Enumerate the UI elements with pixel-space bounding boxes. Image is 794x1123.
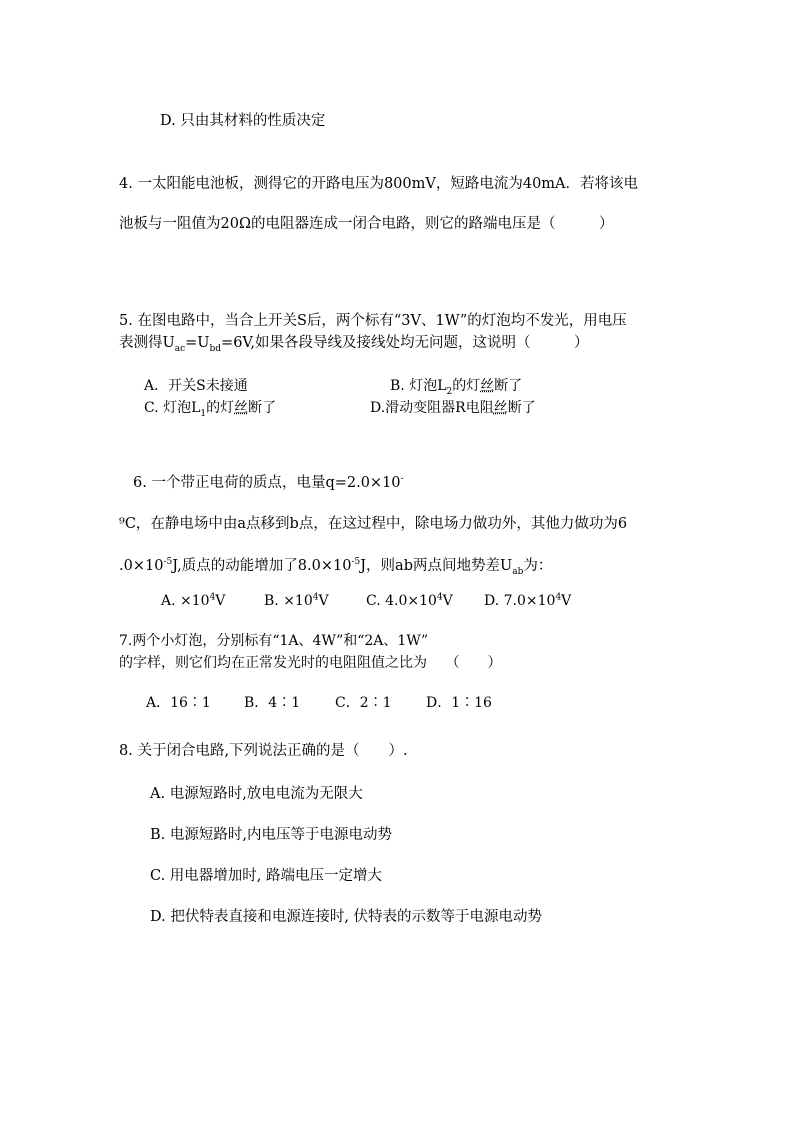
q4-line-2: 池板与一阻值为20Ω的电阻器连成一闭合电路，则它的路端电压是（ ） xyxy=(119,216,614,232)
q6-option-a: A. $\times 10^4V$ xyxy=(161,592,226,609)
q5-option-a: A．开关S未接通 xyxy=(144,378,248,394)
q6-option-d: D. $7.0\times 10^4V$ xyxy=(484,592,572,609)
q5-option-b: B. 灯泡$L_2$的灯丝断了 xyxy=(390,378,523,397)
q5-line-2: 表测得$U_{ac}=U_{bd}=6V$,如果各段导线及接线处均无问题，这说明（ ） xyxy=(119,335,589,354)
q6-line-2: ⁹C，在静电场中由a点移到b点，在这过程中，除电场力做功外，其他力做功为6 xyxy=(119,516,628,532)
q7-option-d: D．1∶16 xyxy=(426,695,492,711)
q8-option-c: C. 用电器增加时, 路端电压一定增大 xyxy=(150,868,383,884)
q6-option-b: B. $\times 10^4V$ xyxy=(264,592,329,609)
q6-option-c: C. $4.0\times 10^4V$ xyxy=(366,592,453,609)
q8-option-b: B. 电源短路时,内电压等于电源电动势 xyxy=(150,827,392,843)
q3-option-d: D. 只由其材料的性质决定 xyxy=(160,113,326,129)
q5-option-c: C. 灯泡$L_1$的灯丝断了 xyxy=(144,400,277,419)
q5-option-d: D.滑动变阻器R电阻丝断了 xyxy=(370,400,536,416)
q4-line-1: 4. 一太阳能电池板，测得它的开路电压为800mV，短路电流为40mA．若将该电 xyxy=(119,176,639,192)
q7-option-a: A．16∶1 xyxy=(146,695,211,711)
q8-option-a: A. 电源短路时,放电电流为无限大 xyxy=(150,786,363,802)
q6-line-3: $.0\times 10^{-5}J$,质点的动能增加了$8.0\times 10^{-5}J$，则ab两点间地势差$U_{ab}$为： xyxy=(119,557,553,577)
q7-option-b: B．4∶1 xyxy=(244,695,301,711)
q7-line-2: 的字样，则它们均在正常发光时的电阻阻值之比为 （ ） xyxy=(119,655,502,671)
q7-line-1: 7.两个小灯泡，分别标有“1A、4W”和“2A、1W” xyxy=(119,633,429,649)
q5-line-1: 5. 在图电路中，当合上开关S后，两个标有“3V、1W”的灯泡均不发光，用电压 xyxy=(119,313,627,329)
q8-stem: 8. 关于闭合电路,下列说法正确的是（ ）. xyxy=(119,743,408,759)
q8-option-d: D. 把伏特表直接和电源连接时, 伏特表的示数等于电源电动势 xyxy=(150,909,543,925)
q6-line-1: 6. 一个带正电荷的质点，电量q=2.0×10- xyxy=(133,474,404,491)
q7-option-c: C．2∶1 xyxy=(335,695,392,711)
